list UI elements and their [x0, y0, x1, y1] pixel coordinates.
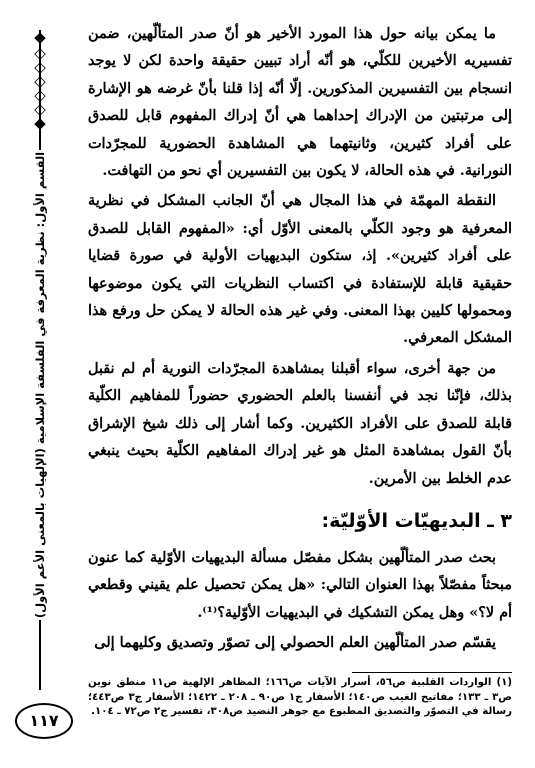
- body-paragraph: من جهة أخرى، سواء أقبلنا بمشاهدة المجرّدات النورية أم لم نقبل بذلك، فإنّنا نجد في أنفسنا بالعلم الحضوري حضوراً للمفاهيم الكلّية قابلة للصدق على الأفراد الكثيرين. وكما أشار إلى ذلك شيخ الإشراق بأنّ القول بمشاهدة المثل هو غير إدراك المفاهيم الكلّية بحيث ينبغي عدم الخلط بين الأمرين.: [88, 359, 512, 487]
- page-number: ١١٧: [15, 703, 73, 739]
- diamond-ornament-icon: ◇: [34, 86, 46, 104]
- footnote-separator: [352, 672, 512, 673]
- diamond-ornament-icon: ◇: [34, 100, 46, 118]
- footnote-text: (١) الواردات القلبية ص٥٦، أسرار الآيات ص١٦٦؛ المظاهر الإلهية ص١١ منطق نوين ص٣ ـ ١٣٣؛ مفاتيح الغيب ص١٤٠؛ الأسفار ج١ ص٩٠ ـ ٢٠٨ ـ ١٤٢٢؛ الأسفار ج٣ ص٤٤٣؛ رسالة في التصوّر والتصديق المطبوع مع جوهر النضيد ص٣٠٨، تفسير ج٢ ص٧٢ ـ ١٠٤.: [88, 677, 513, 717]
- diamond-ornament-icon: ◇: [34, 44, 46, 62]
- body-paragraph: النقطة المهمّة في هذا المجال هي أنّ الجانب المشكل في نظرية المعرفية هو وجود الكلّي بالمعنى الأوّل أي: «المفهوم القابل للصدق على أفراد كثيرين». إذ، ستكون البديهيات الأولية في صورة قضايا حقيقية قابلة للإستفادة في اكتساب النظريات التي يكون موضوعها ومحمولها كليين بهذا المعنى. وفي غير هذه الحالة لا يمكن حل ورفع هذا المشكل المعرفي.: [88, 192, 512, 347]
- diamond-ornament-icon: ◇: [34, 58, 46, 76]
- diamond-ornament-icon: ◆: [34, 28, 46, 46]
- footnotes: [88, 676, 512, 720]
- body-paragraph: يقسّم صدر المتألّهين العلم الحصولي إلى تصوّر وتصديق وكليهما إلى: [94, 634, 496, 652]
- diamond-ornament-icon: ◆: [34, 114, 46, 132]
- body-paragraph: بحث صدر المتألّهين بشكل مفصّل مسألة البديهيات الأوّلية كما عنون مبحثاً مفصّلاً بهذا العنوان التالي: «هل يمكن تحصيل علم يقيني وقطعي أم لا؟» وهل يمكن التشكيك في البديهيات الأوّلية؟⁽¹⁾.: [88, 548, 512, 621]
- main-text: [88, 20, 512, 657]
- diamond-ornament-icon: ◇: [34, 72, 46, 90]
- section-heading: ٣ ـ البديهيّات الأوّليّة:: [321, 509, 512, 532]
- body-paragraph: ما يمكن بيانه حول هذا المورد الأخير هو أنّ صدر المتألّهين، ضمن تفسيريه الأخيرين للكلّي، هو أنّه أراد تبيين حقيقة واحدة لكن لا يوجد انسجام بين التفسيرين المذكورين. إلّا أنّه إذا قلنا بأنّ غرضه هو الإشارة إلى مرتبتين من الإدراك إحداهما هي أنّ إدراك المفهوم قابل للصدق على أفراد كثيرين، وثانيتهما هي المشاهدة الحضورية للمجرّدات النورانية. في هذه الحالة، لا يكون بين التفسيرين أي نحو من التهافت.: [88, 25, 512, 180]
- running-title: القسم الأول: نظرية المعرفة في الفلسفة الإسلامية (الإلهيات بالمعنى الأعم الأول): [29, 150, 51, 620]
